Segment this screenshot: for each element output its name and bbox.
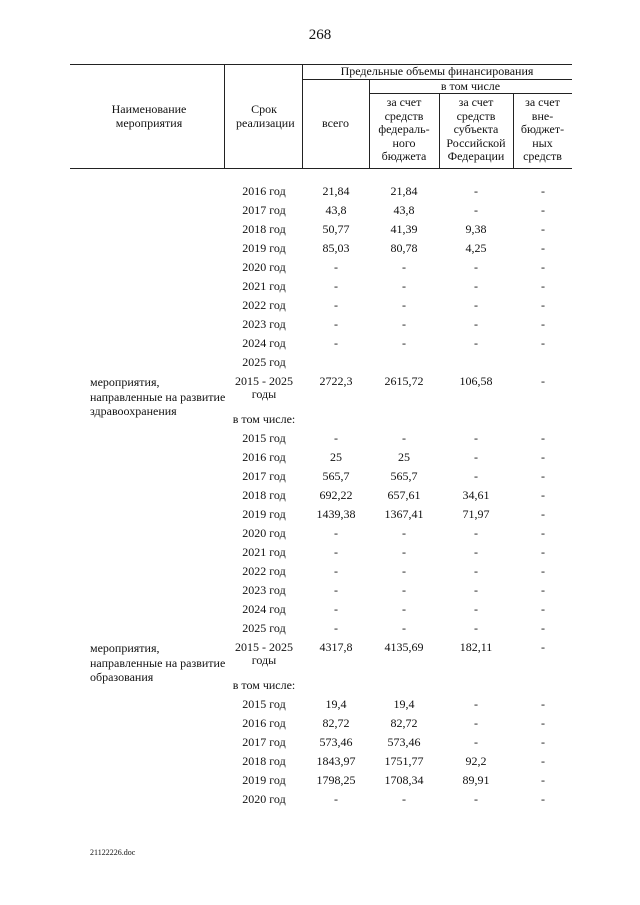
cell-federal: - [402,526,406,540]
cell-regional: - [474,279,478,293]
cell-regional: 92,2 [465,754,487,768]
cell-regional: - [474,260,478,274]
cell-total: - [334,564,338,578]
cell-period: 2020 год [242,260,286,274]
cell-extrabudget: - [541,640,545,654]
cell-regional: 182,11 [459,640,493,654]
cell-total: 2722,3 [319,374,353,388]
cell-extrabudget: - [541,222,545,236]
cell-total: 82,72 [322,716,350,730]
cell-regional: - [474,450,478,464]
cell-period: годы [251,653,277,667]
cell-regional: - [474,583,478,597]
section-name: мероприятия, направленные на развитие здравоохранения [90,375,226,418]
cell-federal: 41,39 [390,222,418,236]
cell-total: 565,7 [322,469,350,483]
header-divider-2 [302,64,303,168]
cell-extrabudget: - [541,374,545,388]
cell-federal: 19,4 [393,697,415,711]
cell-period: 2017 год [242,735,286,749]
cell-regional: - [474,697,478,711]
cell-regional: 106,58 [459,374,493,388]
cell-federal: 80,78 [390,241,418,255]
cell-extrabudget: - [541,583,545,597]
cell-regional: - [474,298,478,312]
cell-extrabudget: - [541,450,545,464]
cell-federal: - [402,621,406,635]
cell-federal: - [402,298,406,312]
cell-total: 85,03 [322,241,350,255]
cell-period: 2016 год [242,184,286,198]
header-name: Наименование мероприятия [111,102,187,130]
cell-federal: 1367,41 [384,507,424,521]
cell-period: 2020 год [242,526,286,540]
cell-extrabudget: - [541,298,545,312]
table-row [0,239,640,258]
cell-extrabudget: - [541,488,545,502]
cell-period: 2024 год [242,602,286,616]
cell-federal: 657,61 [387,488,421,502]
cell-regional: - [474,716,478,730]
cell-regional: - [474,792,478,806]
table-row [0,581,640,600]
cell-period: 2018 год [242,222,286,236]
cell-extrabudget: - [541,469,545,483]
cell-federal: - [402,317,406,331]
cell-extrabudget: - [541,279,545,293]
cell-total: - [334,792,338,806]
cell-extrabudget: - [541,792,545,806]
cell-federal: - [402,792,406,806]
cell-extrabudget: - [541,336,545,350]
cell-total: - [334,298,338,312]
cell-total: - [334,526,338,540]
cell-period: 2024 год [242,336,286,350]
cell-period: 2021 год [242,279,286,293]
footer-filename: 21122226.doc [90,848,136,857]
cell-total: 1439,38 [316,507,356,521]
cell-total: 4317,8 [319,640,353,654]
table-row [0,562,640,581]
table-row [0,467,640,486]
cell-extrabudget: - [541,260,545,274]
cell-period: 2016 год [242,716,286,730]
cell-total: - [334,279,338,293]
cell-extrabudget: - [541,754,545,768]
table-row [0,600,640,619]
table-row [0,543,640,562]
table-row [0,790,640,809]
header-divider-1 [224,64,225,168]
cell-federal: - [402,431,406,445]
table-row [0,752,640,771]
cell-period: 2017 год [242,469,286,483]
cell-total: 25 [330,450,342,464]
cell-period: 2015 год [242,431,286,445]
cell-regional: - [474,621,478,635]
table-row [0,296,640,315]
header-regional: за счет средств субъекта Российской Федерации [446,95,506,163]
table-row [0,486,640,505]
header-extrabudget: за счет вне-бюджет-ных средств [520,95,565,163]
cell-regional: - [474,545,478,559]
table-row [0,220,640,239]
cell-total: 43,8 [325,203,347,217]
table-row [0,505,640,524]
cell-total: - [334,545,338,559]
cell-total: 21,84 [322,184,350,198]
table-row [0,353,640,372]
cell-total: - [334,260,338,274]
cell-federal: 43,8 [393,203,415,217]
header-divider-5 [513,93,514,168]
cell-total: 19,4 [325,697,347,711]
cell-period: 2016 год [242,450,286,464]
cell-federal: - [402,583,406,597]
cell-regional: 71,97 [462,507,490,521]
cell-period: в том числе: [232,412,296,426]
header-funding-group: Предельные объемы финансирования [340,64,534,78]
cell-regional: - [474,602,478,616]
table-row [0,182,640,201]
cell-federal: - [402,602,406,616]
cell-period: 2025 год [242,621,286,635]
cell-regional: - [474,203,478,217]
cell-federal: - [402,564,406,578]
cell-regional: - [474,317,478,331]
table-row [0,258,640,277]
cell-period: 2022 год [242,564,286,578]
cell-extrabudget: - [541,317,545,331]
cell-extrabudget: - [541,621,545,635]
cell-federal: 2615,72 [384,374,424,388]
cell-period: годы [251,387,277,401]
cell-extrabudget: - [541,697,545,711]
table-row [0,315,640,334]
cell-total: - [334,621,338,635]
cell-period: 2015 - 2025 [235,374,293,388]
header-including: в том числе [440,79,501,93]
cell-period: 2019 год [242,773,286,787]
header-period: Срок реализации [236,102,295,130]
table-row [0,771,640,790]
header-total: всего [321,116,350,130]
cell-extrabudget: - [541,602,545,616]
cell-extrabudget: - [541,545,545,559]
cell-federal: 82,72 [390,716,418,730]
table-row [0,277,640,296]
cell-total: 50,77 [322,222,350,236]
cell-extrabudget: - [541,507,545,521]
cell-extrabudget: - [541,203,545,217]
cell-regional: - [474,184,478,198]
table-row [0,733,640,752]
table-row [0,524,640,543]
header-bottom-rule [70,168,572,169]
cell-federal: - [402,545,406,559]
cell-total: 692,22 [319,488,353,502]
cell-total: 1843,97 [316,754,356,768]
cell-period: 2022 год [242,298,286,312]
cell-regional: - [474,431,478,445]
cell-extrabudget: - [541,184,545,198]
cell-total: - [334,583,338,597]
cell-federal: - [402,279,406,293]
cell-regional: - [474,336,478,350]
section-name: мероприятия, направленные на развитие образования [90,641,226,684]
cell-total: - [334,602,338,616]
cell-period: 2018 год [242,754,286,768]
cell-extrabudget: - [541,526,545,540]
cell-regional: 9,38 [465,222,487,236]
cell-period: 2023 год [242,317,286,331]
cell-period: 2019 год [242,507,286,521]
cell-federal: 573,46 [387,735,421,749]
cell-extrabudget: - [541,431,545,445]
cell-federal: 1751,77 [384,754,424,768]
cell-federal: 21,84 [390,184,418,198]
cell-period: 2025 год [242,355,286,369]
cell-federal: - [402,336,406,350]
cell-period: 2018 год [242,488,286,502]
cell-total: 573,46 [319,735,353,749]
table-row [0,619,640,638]
cell-regional: 4,25 [465,241,487,255]
cell-regional: 89,91 [462,773,490,787]
cell-period: 2019 год [242,241,286,255]
page-number: 268 [308,27,332,43]
cell-period: 2017 год [242,203,286,217]
cell-period: 2020 год [242,792,286,806]
table-row [0,695,640,714]
cell-period: 2015 год [242,697,286,711]
cell-total: - [334,336,338,350]
cell-extrabudget: - [541,241,545,255]
table-row [0,429,640,448]
cell-extrabudget: - [541,564,545,578]
cell-extrabudget: - [541,716,545,730]
cell-regional: - [474,469,478,483]
cell-extrabudget: - [541,735,545,749]
table-row [0,334,640,353]
cell-period: 2015 - 2025 [235,640,293,654]
cell-regional: - [474,526,478,540]
cell-regional: - [474,564,478,578]
table-row [0,448,640,467]
table-row [0,201,640,220]
cell-period: 2021 год [242,545,286,559]
cell-total: 1798,25 [316,773,356,787]
table-row [0,714,640,733]
header-federal: за счет средств федераль-ного бюджета [378,95,430,163]
header-divider-4 [439,93,440,168]
cell-federal: - [402,260,406,274]
cell-federal: 25 [398,450,410,464]
cell-regional: - [474,735,478,749]
cell-federal: 4135,69 [384,640,424,654]
cell-period: 2023 год [242,583,286,597]
cell-total: - [334,431,338,445]
cell-total: - [334,317,338,331]
cell-extrabudget: - [541,773,545,787]
cell-federal: 565,7 [390,469,418,483]
cell-period: в том числе: [232,678,296,692]
cell-federal: 1708,34 [384,773,424,787]
cell-regional: 34,61 [462,488,490,502]
